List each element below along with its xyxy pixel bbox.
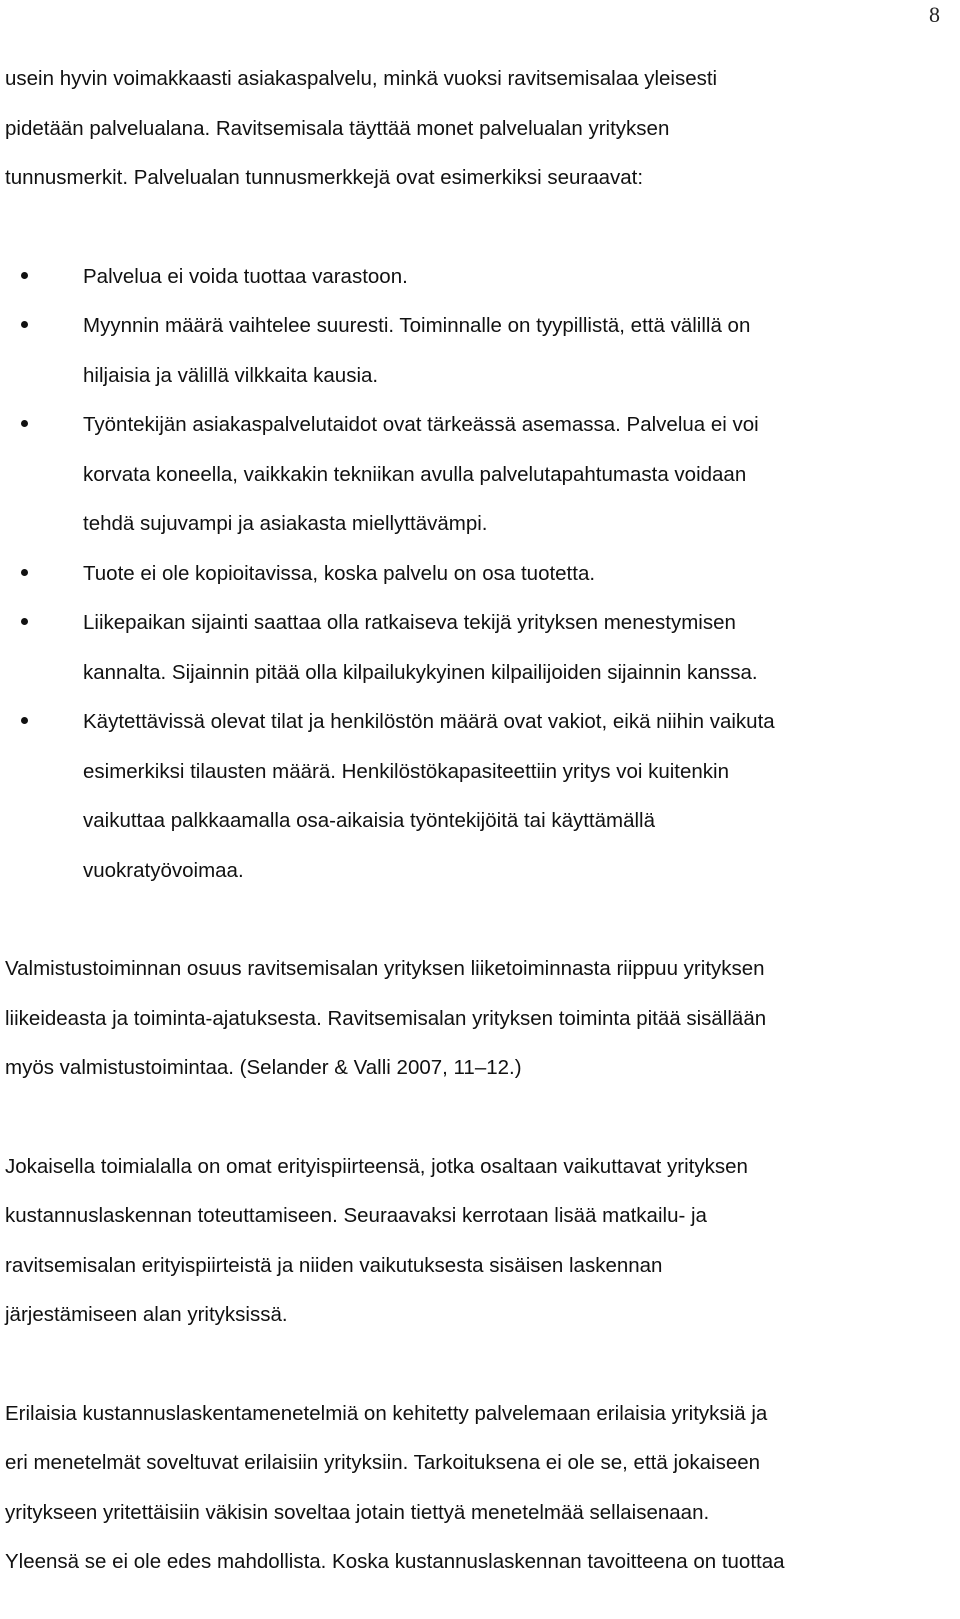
paragraph-gap [5, 203, 945, 252]
text-line: Myynnin määrä vaihtelee suuresti. Toiminnalle on tyypillistä, että välillä on [83, 314, 751, 337]
body-paragraph [5, 1142, 945, 1340]
text-line: Tuote ei ole kopioitavissa, koska palvelu on osa tuotetta. [83, 561, 596, 585]
intro-paragraph [5, 54, 945, 203]
text-line: vuokratyövoimaa. [83, 858, 244, 882]
text-line: usein hyvin voimakkaasti asiakaspalvelu, minkä vuoksi ravitsemisalaa yleisesti [5, 67, 718, 90]
text-line: kannalta. Sijainnin pitää olla kilpailukykyinen kilpailijoiden sijainnin kanssa. [83, 660, 758, 684]
body-paragraph [5, 1389, 945, 1587]
paragraph-gap [5, 895, 945, 944]
text-line: Jokaisella toimialalla on omat erityispiirteensä, jotka osaltaan vaikuttavat yrityksen [5, 1154, 748, 1178]
text-line: korvata koneella, vaikkakin tekniikan avulla palvelutapahtumasta voidaan [83, 462, 747, 486]
bullet-icon [21, 618, 28, 625]
bullet-icon [21, 272, 28, 279]
text-line: hiljaisia ja välillä vilkkaita kausia. [83, 363, 379, 387]
text-line: tunnusmerkit. Palvelualan tunnusmerkkejä ovat esimerkiksi seuraavat: [5, 166, 644, 189]
text-line: pidetään palvelualana. Ravitsemisala täyttää monet palvelualan yrityksen [5, 116, 670, 140]
text-line: tehdä sujuvampi ja asiakasta miellyttävämpi. [83, 512, 488, 535]
text-line: yritykseen yritettäisiin väkisin soveltaa jotain tiettyä menetelmää sellaisenaan. [5, 1500, 710, 1524]
bullet-icon [21, 420, 28, 427]
list-item [5, 301, 945, 400]
paragraph-gap [5, 1340, 945, 1389]
list-item [5, 549, 945, 599]
list-item [5, 400, 945, 549]
text-line: Yleensä se ei ole edes mahdollista. Koska kustannuslaskennan tavoitteena on tuottaa [5, 1550, 785, 1573]
text-line: Työntekijän asiakaspalvelutaidot ovat tärkeässä asemassa. Palvelua ei voi [83, 413, 759, 436]
text-line: Erilaisia kustannuslaskentamenetelmiä on kehitetty palvelemaan erilaisia yrityksiä ja [5, 1401, 768, 1425]
text-line: ravitsemisalan erityispiirteistä ja niiden vaikutuksesta sisäisen laskennan [5, 1253, 663, 1277]
page-number: 8 [929, 2, 940, 27]
text-line: vaikuttaa palkkaamalla osa-aikaisia työntekijöitä tai käyttämällä [83, 809, 656, 832]
text-line: myös valmistustoimintaa. (Selander & Valli 2007, 11–12.) [5, 1056, 522, 1079]
bullet-icon [21, 569, 28, 576]
text-line: kustannuslaskennan toteuttamiseen. Seuraavaksi kerrotaan lisää matkailu- ja [5, 1204, 707, 1227]
list-item [5, 598, 945, 697]
list-item [5, 252, 945, 302]
text-line: järjestämiseen alan yrityksissä. [5, 1303, 288, 1326]
text-line: Palvelua ei voida tuottaa varastoon. [83, 264, 408, 288]
body-paragraph [5, 944, 945, 1093]
list-item [5, 697, 945, 895]
document-body [5, 54, 945, 1587]
text-line: Liikepaikan sijainti saattaa olla ratkaiseva tekijä yrityksen menestymisen [83, 611, 736, 634]
bullet-list [5, 252, 945, 896]
text-line: Käytettävissä olevat tilat ja henkilöstön määrä ovat vakiot, eikä niihin vaikuta [83, 710, 775, 733]
paragraph-gap [5, 1093, 945, 1142]
text-line: Valmistustoiminnan osuus ravitsemisalan yrityksen liiketoiminnasta riippuu yrityksen [5, 957, 765, 980]
text-line: eri menetelmät soveltuvat erilaisiin yrityksiin. Tarkoituksena ei ole se, että jokaiseen [5, 1451, 761, 1474]
text-line: liikeideasta ja toiminta-ajatuksesta. Ravitsemisalan yrityksen toiminta pitää sisällään [5, 1006, 767, 1030]
bullet-icon [21, 321, 28, 328]
bullet-icon [21, 717, 28, 724]
text-line: esimerkiksi tilausten määrä. Henkilöstökapasiteettiin yritys voi kuitenkin [83, 759, 730, 783]
